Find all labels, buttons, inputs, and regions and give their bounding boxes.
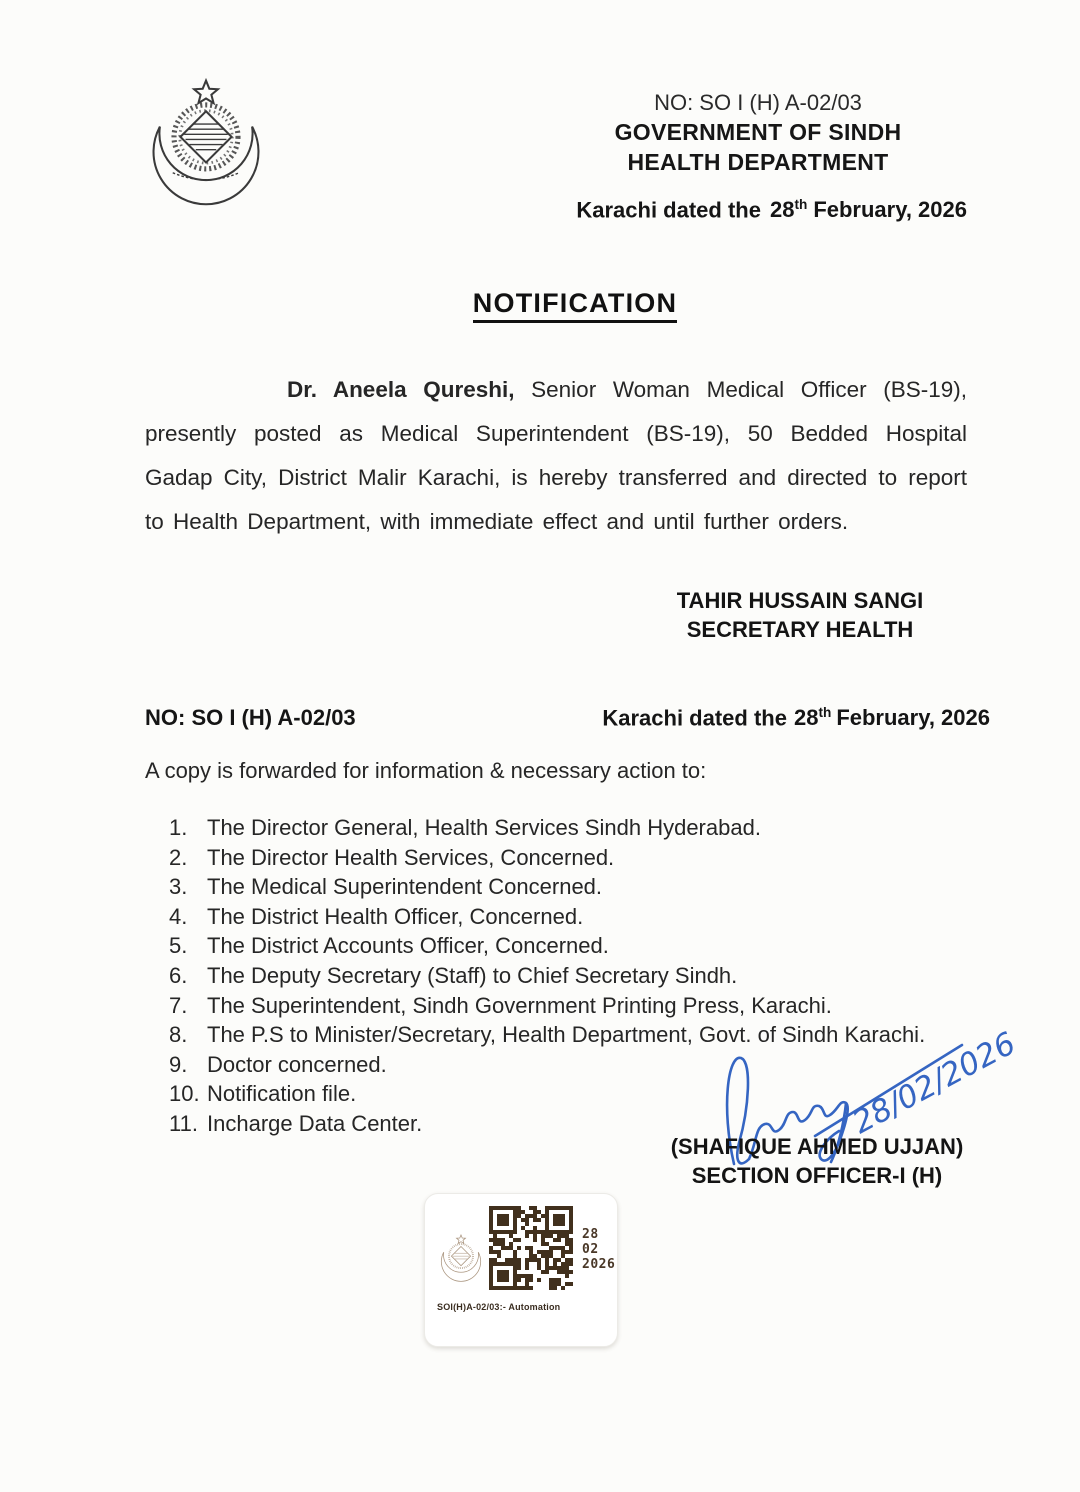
stamp-date-day: 28	[582, 1227, 599, 1242]
list-item-number: 9.	[169, 1051, 188, 1077]
list-item-text: The District Health Officer, Concerned.	[207, 903, 584, 929]
header-government-line: GOVERNMENT OF SINDH	[614, 119, 902, 146]
header-department-line: HEALTH DEPARTMENT	[627, 149, 889, 176]
signatory-secondary-designation: SECTION OFFICER-I (H)	[691, 1163, 943, 1189]
officer-name: Dr. Aneela Qureshi,	[287, 377, 515, 402]
list-item-text: The District Accounts Officer, Concerned.	[207, 933, 609, 959]
list-item-text: The P.S to Minister/Secretary, Health Department, Govt. of Sindh Karachi.	[207, 1022, 926, 1048]
copy-forward-line: A copy is forwarded for information & necessary action to:	[145, 758, 707, 783]
signatory-primary-designation: SECRETARY HEALTH	[686, 616, 914, 642]
date-rest: February, 2026	[836, 705, 990, 731]
automation-stamp-card	[424, 1193, 618, 1347]
list-item-number: 10.	[169, 1081, 200, 1107]
qr-code	[489, 1206, 573, 1290]
list-item-text: The Medical Superintendent Concerned.	[207, 874, 603, 900]
list-item	[169, 813, 925, 843]
list-item-text: The Superintendent, Sindh Government Printing Press, Karachi.	[207, 992, 832, 1018]
list-item-text: Doctor concerned.	[207, 1051, 387, 1077]
date-prefix: Karachi dated the	[602, 705, 787, 731]
list-item	[169, 931, 925, 961]
list-item-number: 3.	[169, 874, 188, 900]
date-day: 28	[769, 197, 795, 223]
date-rest: February, 2026	[813, 197, 967, 223]
title-row	[180, 288, 970, 323]
date-day: 28	[793, 705, 819, 731]
list-item-number: 4.	[169, 903, 188, 929]
list-item-text: The Director General, Health Services Sindh Hyderabad.	[207, 815, 761, 840]
date-prefix: Karachi dated the	[576, 197, 761, 223]
list-item-text: Notification file.	[207, 1081, 357, 1107]
page-title: NOTIFICATION	[473, 288, 677, 323]
list-item-text: The Director Health Services, Concerned.	[207, 844, 615, 870]
reference-number: NO: SO I (H) A-02/03	[145, 705, 356, 730]
stamp-caption: SOI(H)A-02/03:- Automation	[437, 1302, 561, 1312]
list-item-number: 7.	[169, 992, 188, 1018]
letterhead	[558, 88, 958, 178]
list-item-number: 6.	[169, 962, 188, 988]
list-item	[169, 902, 925, 932]
list-item-number: 5.	[169, 933, 188, 959]
signatory-primary-block	[640, 587, 960, 644]
date-ordinal: th	[794, 197, 808, 212]
list-item-text: Incharge Data Center.	[207, 1110, 423, 1136]
list-item	[169, 872, 925, 902]
header-date-line	[576, 197, 967, 223]
sindh-crest-icon	[142, 76, 270, 208]
stamp-date	[582, 1227, 615, 1272]
list-item-text: The Deputy Secretary (Staff) to Chief Secretary Sindh.	[207, 962, 738, 988]
stamp-date-year: 2026	[582, 1257, 616, 1272]
body-paragraph	[145, 368, 967, 544]
date-ordinal: th	[818, 705, 832, 720]
body-text: Senior Woman Medical Officer (BS-19), presently posted as Medical Superintendent (BS-19), 50 Bedded Hospital Gadap City, District Malir Karachi, is hereby transferred and directed to report to Health Department, with immediate effect and until further orders.	[145, 377, 967, 534]
signatory-secondary-name: (SHAFIQUE AHMED UJJAN)	[670, 1134, 964, 1159]
list-item-number: 11.	[169, 1110, 198, 1136]
header-ref-number: NO: SO I (H) A-02/03	[654, 90, 862, 115]
handwritten-date: 28/02/2026	[846, 1025, 1022, 1142]
sindh-crest-logo	[142, 76, 270, 208]
list-item-number: 1.	[169, 815, 188, 840]
list-item	[169, 843, 925, 873]
list-item-number: 2.	[169, 844, 188, 870]
stamp-crest-icon	[437, 1234, 485, 1282]
list-item-number: 8.	[169, 1022, 188, 1048]
stamp-date-month: 02	[582, 1242, 599, 1257]
reference-row	[145, 705, 990, 731]
list-item	[169, 961, 925, 991]
reference-date-line	[602, 705, 990, 731]
signatory-primary-name: TAHIR HUSSAIN SANGI	[676, 588, 924, 613]
signatory-secondary-block	[632, 1132, 1002, 1190]
